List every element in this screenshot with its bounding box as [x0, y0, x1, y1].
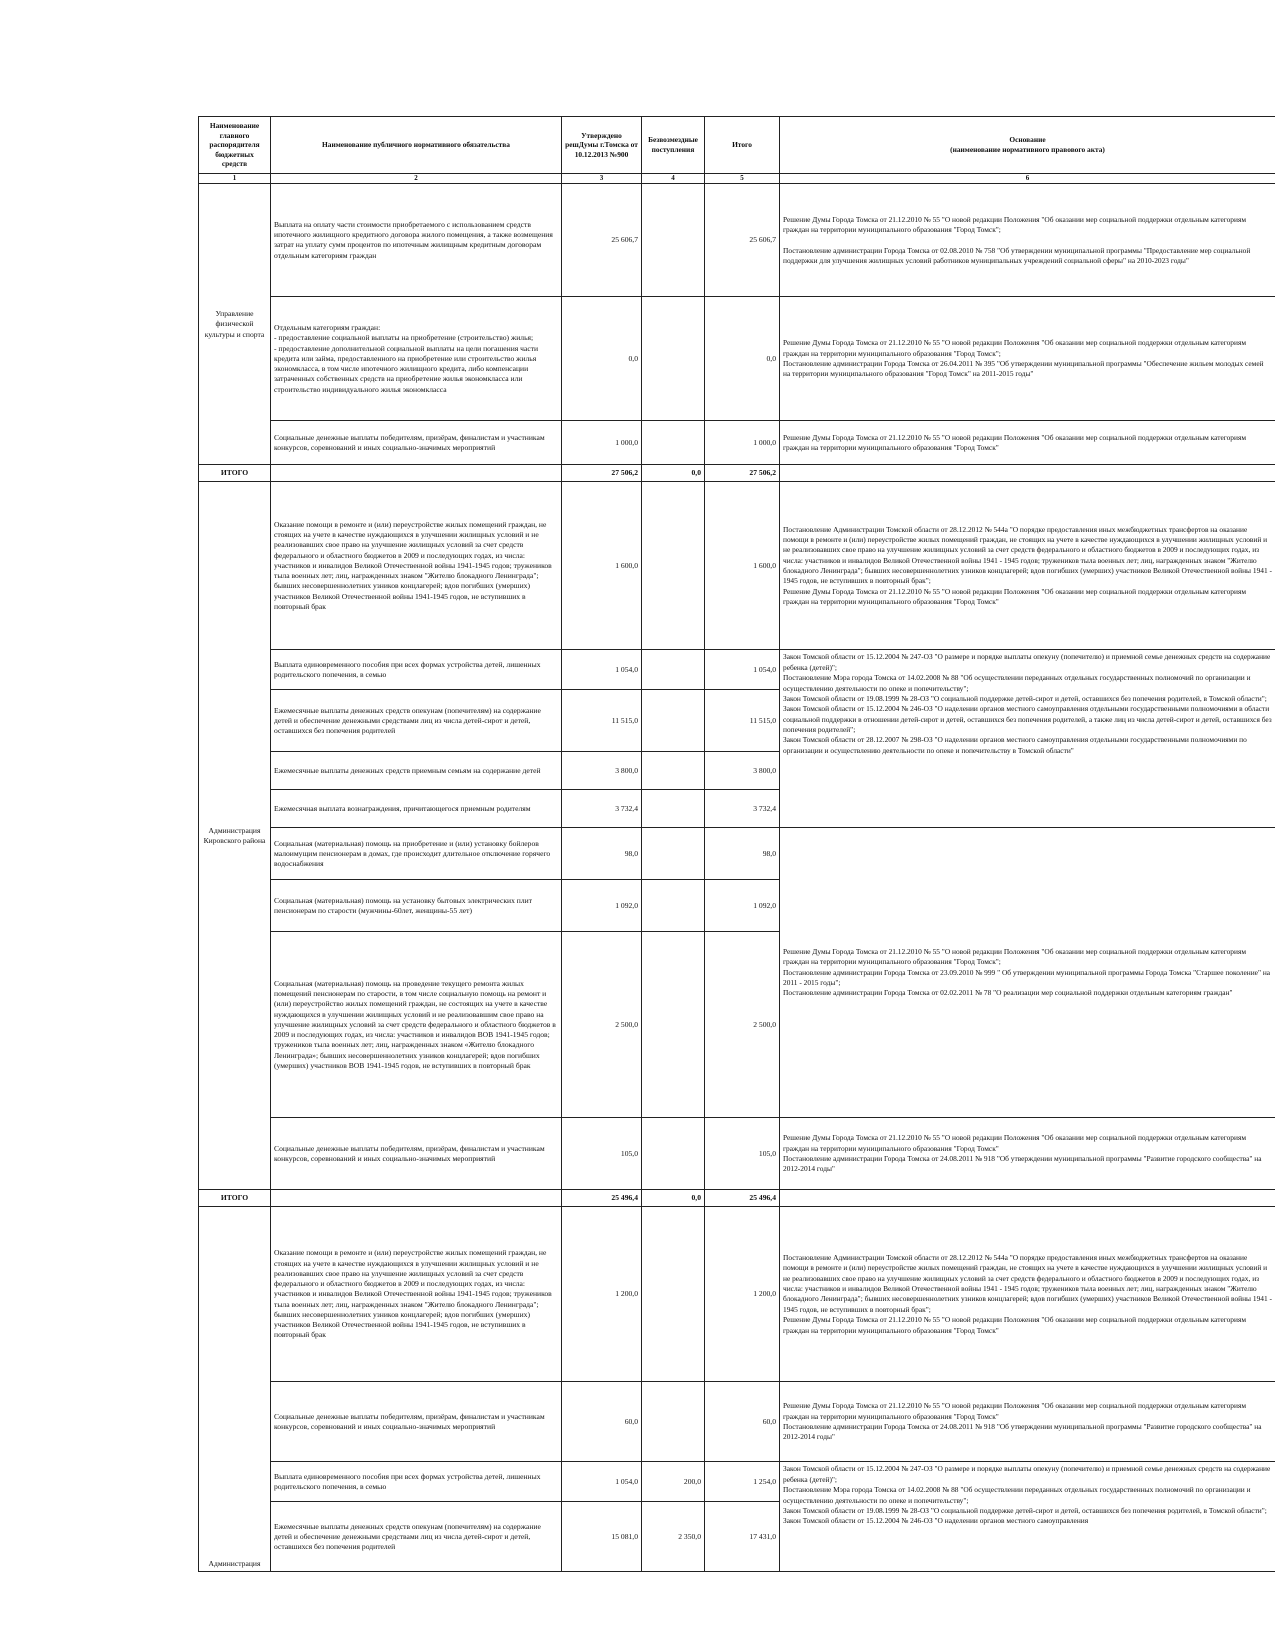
total-value: 1 254,0: [705, 1462, 780, 1502]
free-value: [642, 790, 705, 828]
basis-cell: Решение Думы Города Томска от 21.12.2010 № 55 "О новой редакции Положения "Об оказании мер социальной поддержки отдельным категориям граждан на территории муниципального образования "Город Томск": [780, 421, 1275, 465]
column-index: 4: [642, 174, 705, 184]
header-free-receipts: Безвозмездные поступления: [642, 117, 705, 174]
table-row: [199, 1382, 1275, 1462]
obligation-name: Социальные денежные выплаты победителям, призёрам, финалистам и участникам конкурсов, соревнований и иных социально-значимых мероприятий: [271, 1382, 562, 1462]
header-obligation: Наименование публичного нормативного обязательства: [271, 117, 562, 174]
obligation-name: Ежемесячные выплаты денежных средств опекунам (попечителям) на содержание детей и обеспечение денежными средствами лиц из числа детей-сирот и детей, оставшихся без попечения родителей: [271, 690, 562, 752]
header-department: Наименование главного распорядителя бюджетных средств: [199, 117, 271, 174]
total-basis-empty: [780, 1190, 1275, 1207]
total-value: 1 600,0: [705, 482, 780, 650]
approved-value: 0,0: [562, 297, 642, 421]
obligation-name: Социальные денежные выплаты победителям, призёрам, финалистам и участникам конкурсов, соревнований и иных социально-значимых мероприятий: [271, 421, 562, 465]
total-value: 17 431,0: [705, 1502, 780, 1572]
basis-cell: Постановление Администрации Томской области от 28.12.2012 № 544а "О порядке предоставления иных межбюджетных трансфертов на оказание помощи в ремонте и (или) переустройстве жилых помещений граждан, не стоящих на учете в качестве нуждающихся в улучшении жилищных условий и не реализовавших свое право на улучшение жилищных условий за счет средств федерального и областного бюджетов в 2009 и последующих годах, из числа: участников и инвалидов Великой Отечественной войны 1941 - 1945 годов; тружеников тыла военных лет; лиц, награжденных знаком "Жителю блокадного Ленинграда"; бывших несовершеннолетних узников концлагерей; вдов погибших (умерших) участников Великой Отечественной войны 1941 - 1945 годов, не вступивших в повторный брак"; Решение Думы Города Томска от 21.12.2010 № 55 "О новой редакции Положения "Об оказании мер социальной поддержки отдельным категориям граждан на территории муниципального образования "Город Томск": [780, 482, 1275, 650]
total-sum: 25 496,4: [705, 1190, 780, 1207]
basis-cell: Закон Томской области от 15.12.2004 № 247-ОЗ "О размере и порядке выплаты опекуну (попечителю) и приемной семье денежных средств на содержание ребенка (детей)"; Постановление Мэра города Томска от 14.02.2008 № 88 "Об осуществлении переданных отдельных государственных полномочий по организации и осуществлению деятельности по опеке и попечительству"; Закон Томской области от 19.08.1999 № 28-ОЗ "О социальной поддержке детей-сирот и детей, оставшихся без попечения родителей, в Томской области"; Закон Томской области от 15.12.2004 № 246-ОЗ "О наделении органов местного самоуправления отдельными государственными полномочиями в области социальной поддержки в отношении детей-сирот и детей, оставшихся без попечения родителей, а также лиц из числа детей-сирот и детей, оставшихся без попечения родителей"; Закон Томской области от 28.12.2007 № 298-ОЗ "О наделении органов местного самоуправления отдельными государственными полномочиями по организации и осуществлению деятельности по опеке и попечительству в Томской области": [780, 650, 1275, 828]
obligation-name: Выплата на оплату части стоимости приобретаемого с использованием средств ипотечного жилищного кредитного договора жилого помещения, а также возмещения затрат на уплату сумм процентов по ипотечным жилищным кредитным договорам отдельным категориям граждан: [271, 184, 562, 297]
obligation-name: Социальная (материальная) помощь на приобретение и (или) установку бойлеров малоимущим пенсионерам в домах, где происходит длительное отключение горячего водоснабжения: [271, 828, 562, 880]
approved-value: 1 092,0: [562, 880, 642, 932]
free-value: [642, 650, 705, 690]
column-index: 1: [199, 174, 271, 184]
table-row: [199, 184, 1275, 297]
table-row: [199, 482, 1275, 650]
approved-value: 1 600,0: [562, 482, 642, 650]
column-index-row: [199, 174, 1275, 184]
table-row: [199, 1207, 1275, 1382]
total-row: [199, 1190, 1275, 1207]
free-value: [642, 482, 705, 650]
basis-cell: Закон Томской области от 15.12.2004 № 247-ОЗ "О размере и порядке выплаты опекуну (попечителю) и приемной семье денежных средств на содержание ребенка (детей)"; Постановление Мэра города Томска от 14.02.2008 № 88 "Об осуществлении переданных отдельных государственных полномочий по организации и осуществлению деятельности по опеке и попечительству"; Закон Томской области от 19.08.1999 № 28-ОЗ "О социальной поддержке детей-сирот и детей, оставшихся без попечения родителей, в Томской области"; Закон Томской области от 15.12.2004 № 246-ОЗ "О наделении органов местного самоуправления: [780, 1462, 1275, 1572]
approved-value: 2 500,0: [562, 932, 642, 1118]
free-value: 2 350,0: [642, 1502, 705, 1572]
obligation-name: Оказание помощи в ремонте и (или) переустройстве жилых помещений граждан, не стоящих на учете в качестве нуждающихся в улучшении жилищных условий и не реализовавших свое право на улучшение жилищных условий за счет средств федерального и областного бюджетов в 2009 и последующих годах, из числа: участников и инвалидов Великой Отечественной войны 1941-1945 годов; тружеников тыла военных лет; лиц, награжденных знаком "Жителю блокадного Ленинграда"; бывших несовершеннолетних узников концлагерей; вдов погибших (умерших) участников Великой Отечественной войны 1941-1945 годов, не вступивших в повторный брак: [271, 482, 562, 650]
approved-value: 1 054,0: [562, 1462, 642, 1502]
approved-value: 25 606,7: [562, 184, 642, 297]
obligation-name: Социальная (материальная) помощь на проведение текущего ремонта жилых помещений пенсионерам по старости, в том числе социальную помощь на ремонт и (или) переустройство жилых помещений граждан, не состоящих на учете в качестве нуждающихся в улучшении жилищных условий и не реализовавшим свое право на улучшение жилищных условий за счет средств федерального и областного бюджетов в 2009 и последующих годах, из числа: участников и инвалидов ВОВ 1941-1945 годов; тружеников тыла военных лет; лиц, награжденных знаком «Жителю блокадного Ленинграда»; бывших несовершеннолетних узников концлагерей; вдов погибших (умерших) участников ВОВ 1941-1945 годов, не вступивших в повторный брак: [271, 932, 562, 1118]
free-value: [642, 184, 705, 297]
approved-value: 60,0: [562, 1382, 642, 1462]
total-value: 25 606,7: [705, 184, 780, 297]
obligations-table: [198, 116, 1275, 1572]
free-value: 200,0: [642, 1462, 705, 1502]
total-value: 1 092,0: [705, 880, 780, 932]
basis-cell: Постановление Администрации Томской области от 28.12.2012 № 544а "О порядке предоставления иных межбюджетных трансфертов на оказание помощи в ремонте и (или) переустройстве жилых помещений граждан, не стоящих на учете в качестве нуждающихся в улучшении жилищных условий и не реализовавших свое право на улучшение жилищных условий за счет средств федерального и областного бюджетов в 2009 и последующих годах, из числа: участников и инвалидов Великой Отечественной войны 1941 - 1945 годов; тружеников тыла военных лет; лиц, награжденных знаком "Жителю блокадного Ленинграда"; бывших несовершеннолетних узников концлагерей; вдов погибших (умерших) участников Великой Отечественной войны 1941 - 1945 годов, не вступивших в повторный брак"; Решение Думы Города Томска от 21.12.2010 № 55 "О новой редакции Положения "Об оказании мер социальной поддержки отдельным категориям граждан на территории муниципального образования "Город Томск": [780, 1207, 1275, 1382]
table-row: [199, 421, 1275, 465]
total-label: ИТОГО: [199, 1190, 271, 1207]
obligation-name: Социальные денежные выплаты победителям, призёрам, финалистам и участникам конкурсов, соревнований и иных социально-значимых мероприятий: [271, 1118, 562, 1190]
approved-value: 15 081,0: [562, 1502, 642, 1572]
free-value: [642, 297, 705, 421]
column-index: 3: [562, 174, 642, 184]
free-value: [642, 828, 705, 880]
approved-value: 105,0: [562, 1118, 642, 1190]
table-row: [199, 650, 1275, 690]
total-empty: [271, 1190, 562, 1207]
basis-cell: Решение Думы Города Томска от 21.12.2010 № 55 "О новой редакции Положения "Об оказании мер социальной поддержки отдельным категориям граждан на территории муниципального образования "Город Томск"; Постановление администрации Города Томска от 02.08.2010 № 758 "Об утверждении муниципальной программы "Предоставление мер социальной поддержки для улучшения жилищных условий работников муниципальных учреждений социальной сферы" на 2010-2023 годы": [780, 184, 1275, 297]
total-label: ИТОГО: [199, 465, 271, 482]
header-basis: Основание (наименование нормативного правового акта): [780, 117, 1275, 174]
total-value: 1 000,0: [705, 421, 780, 465]
obligation-name: Отдельным категориям граждан: - предоставление социальной выплаты на приобретение (строительство) жилья; - предоставление дополнительной социальной выплаты на цели погашения части кредита или займа, предоставленного на приобретение или строительство жилья экономкласса, в том числе ипотечного жилищного кредита, либо компенсации затраченных собственных средств на приобретение жилья экономкласса или строительство индивидуального жилья экономкласса: [271, 297, 562, 421]
basis-cell: Решение Думы Города Томска от 21.12.2010 № 55 "О новой редакции Положения "Об оказании мер социальной поддержки отдельным категориям граждан на территории муниципального образования "Город Томск"; Постановление администрации Города Томска от 26.04.2011 № 395 "Об утверждении муниципальной программы "Обеспечение жильем молодых семей на территории муниципального образования "Город Томск" на 2011-2015 годы": [780, 297, 1275, 421]
total-value: 1 054,0: [705, 650, 780, 690]
department-cell: Администрация: [199, 1207, 271, 1572]
total-value: 60,0: [705, 1382, 780, 1462]
total-sum: 27 506,2: [705, 465, 780, 482]
obligation-name: Выплата единовременного пособия при всех формах устройства детей, лишенных родительского попечения, в семью: [271, 650, 562, 690]
free-value: [642, 1382, 705, 1462]
approved-value: 3 732,4: [562, 790, 642, 828]
budget-table-sheet: [198, 116, 1275, 1572]
total-value: 3 800,0: [705, 752, 780, 790]
column-index: 2: [271, 174, 562, 184]
column-index: 6: [780, 174, 1275, 184]
total-value: 105,0: [705, 1118, 780, 1190]
obligation-name: Социальная (материальная) помощь на установку бытовых электрических плит пенсионерам по старости (мужчины-60лет, женщины-55 лет): [271, 880, 562, 932]
total-basis-empty: [780, 465, 1275, 482]
total-value: 0,0: [705, 297, 780, 421]
basis-cell: Решение Думы Города Томска от 21.12.2010 № 55 "О новой редакции Положения "Об оказании мер социальной поддержки отдельным категориям граждан на территории муниципального образования "Город Томск"; Постановление администрации Города Томска от 23.09.2010 № 999 " Об утверждении муниципальной программы Города Томска "Старшее поколение" на 2011 - 2015 годы"; Постановление администрации Города Томска от 02.02.2011 № 78 "О реализации мер социальной поддержки отдельным категориям граждан": [780, 828, 1275, 1118]
total-value: 2 500,0: [705, 932, 780, 1118]
obligation-name: Оказание помощи в ремонте и (или) переустройстве жилых помещений граждан, не стоящих на учете в качестве нуждающихся в улучшении жилищных условий и не реализовавших свое право на улучшение жилищных условий за счет средств федерального и областного бюджетов в 2009 и последующих годах, из числа: участников и инвалидов Великой Отечественной войны 1941-1945 годов; тружеников тыла военных лет; лиц, награжденных знаком "Жителю блокадного Ленинграда"; бывших несовершеннолетних узников концлагерей; вдов погибших (умерших) участников Великой Отечественной войны 1941-1945 годов, не вступивших в повторный брак: [271, 1207, 562, 1382]
total-value: 3 732,4: [705, 790, 780, 828]
free-value: [642, 1207, 705, 1382]
free-value: [642, 421, 705, 465]
approved-value: 1 200,0: [562, 1207, 642, 1382]
column-index: 5: [705, 174, 780, 184]
obligation-name: Ежемесячные выплаты денежных средств приемным семьям на содержание детей: [271, 752, 562, 790]
header-approved: Утверждено решДумы г.Томска от 10.12.2013 №900: [562, 117, 642, 174]
table-row: [199, 297, 1275, 421]
free-value: [642, 752, 705, 790]
approved-value: 3 800,0: [562, 752, 642, 790]
approved-value: 98,0: [562, 828, 642, 880]
free-value: [642, 932, 705, 1118]
total-value: 98,0: [705, 828, 780, 880]
approved-value: 1 054,0: [562, 650, 642, 690]
approved-value: 11 515,0: [562, 690, 642, 752]
total-approved: 25 496,4: [562, 1190, 642, 1207]
obligation-name: Ежемесячная выплата вознаграждения, причитающегося приемным родителям: [271, 790, 562, 828]
obligation-name: Ежемесячные выплаты денежных средств опекунам (попечителям) на содержание детей и обеспечение денежными средствами лиц из числа детей-сирот и детей, оставшихся без попечения родителей: [271, 1502, 562, 1572]
table-row: [199, 828, 1275, 880]
total-value: 1 200,0: [705, 1207, 780, 1382]
basis-cell: Решение Думы Города Томска от 21.12.2010 № 55 "О новой редакции Положения "Об оказании мер социальной поддержки отдельным категориям граждан на территории муниципального образования "Город Томск" Постановление администрации Города Томска от 24.08.2011 № 918 "Об утверждении муниципальной программы "Развитие городского сообщества" на 2012-2014 годы": [780, 1382, 1275, 1462]
approved-value: 1 000,0: [562, 421, 642, 465]
free-value: [642, 880, 705, 932]
free-value: [642, 1118, 705, 1190]
department-cell: Управление физической культуры и спорта: [199, 184, 271, 465]
table-row: [199, 1462, 1275, 1502]
total-value: 11 515,0: [705, 690, 780, 752]
total-free: 0,0: [642, 1190, 705, 1207]
total-approved: 27 506,2: [562, 465, 642, 482]
department-cell: Администрация Кировского района: [199, 482, 271, 1190]
basis-cell: Решение Думы Города Томска от 21.12.2010 № 55 "О новой редакции Положения "Об оказании мер социальной поддержки отдельным категориям граждан на территории муниципального образования "Город Томск" Постановление администрации Города Томска от 24.08.2011 № 918 "Об утверждении муниципальной программы "Развитие городского сообщества" на 2012-2014 годы": [780, 1118, 1275, 1190]
obligation-name: Выплата единовременного пособия при всех формах устройства детей, лишенных родительского попечения, в семью: [271, 1462, 562, 1502]
total-free: 0,0: [642, 465, 705, 482]
header-row: [199, 117, 1275, 174]
free-value: [642, 690, 705, 752]
total-row: [199, 465, 1275, 482]
header-total: Итого: [705, 117, 780, 174]
total-empty: [271, 465, 562, 482]
table-row: [199, 1118, 1275, 1190]
